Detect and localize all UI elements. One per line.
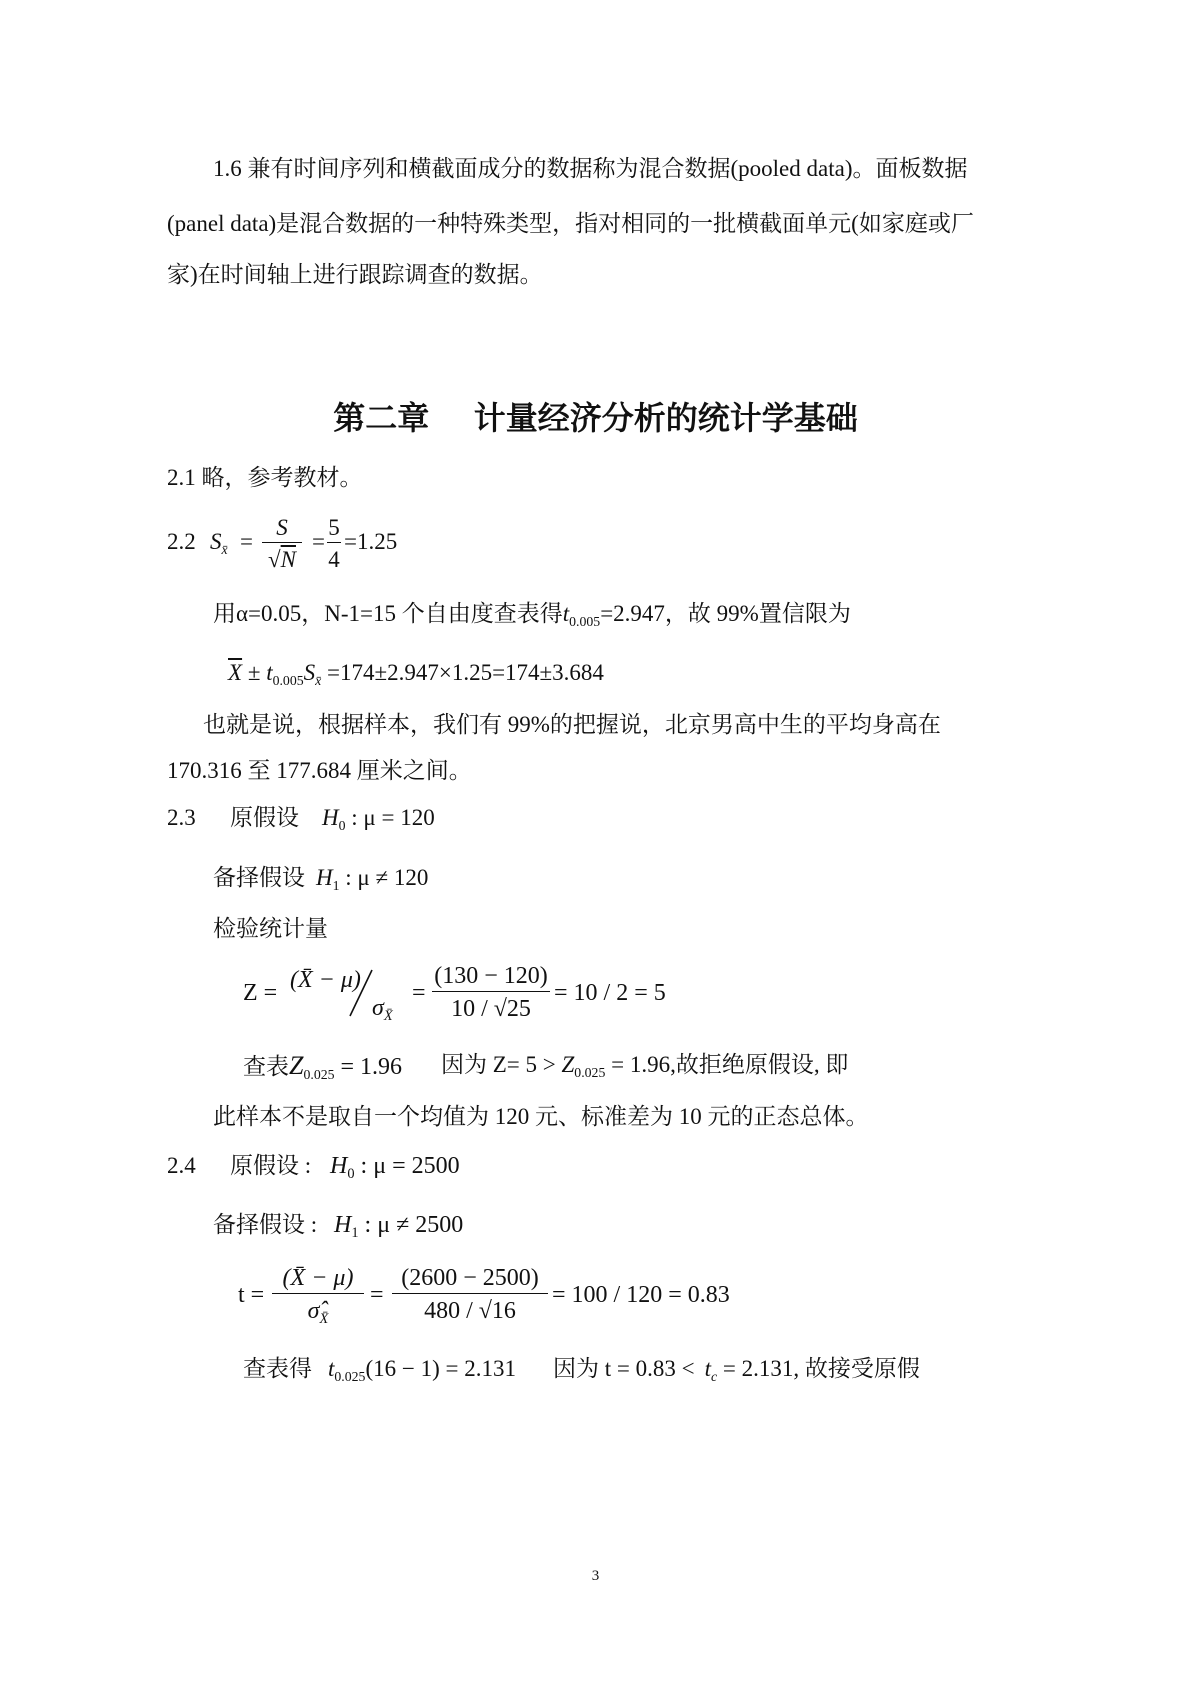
z-lhs: Z = xyxy=(243,980,278,1006)
equals-sign: = xyxy=(240,529,253,554)
null-hypothesis-label: 原假设 xyxy=(230,805,299,830)
fraction-t-value xyxy=(392,1264,548,1324)
sqrt-icon: √ xyxy=(268,547,281,572)
t-equals: = xyxy=(370,1282,384,1308)
alternative-hypothesis-label: 备择假设 xyxy=(213,865,305,890)
section-2-1-text: 2.1 略，参考教材。 xyxy=(167,465,363,490)
z-numerator-1: (X̄ − μ) xyxy=(290,967,361,993)
section-2-2-paragraph-line-1: 也就是说，根据样本，我们有 99%的把握说，北京男高中生的平均身高在 xyxy=(203,712,941,737)
fraction-numerator: S xyxy=(276,515,288,540)
t-decision-line: 因为 $t = 0.83 < t_c = 2.131$, 故接受原假 xyxy=(553,1356,920,1384)
section-2-3-label: 2.3 xyxy=(167,805,196,830)
result-value: =1.25 xyxy=(344,529,398,554)
fraction-denominator: $\sigmâ_{X̄}$ xyxy=(307,1298,329,1328)
fraction-5-over-4 xyxy=(327,514,341,570)
alternative-hypothesis-label-2: 备择假设 : xyxy=(213,1212,318,1237)
null-hypothesis-label-2: 原假设 : xyxy=(230,1153,312,1178)
alternative-hypothesis-formula-2: $H_1$ : μ ≠ 2500 xyxy=(334,1212,464,1242)
test-statistic-label: 检验统计量 xyxy=(213,916,328,941)
fraction-numerator: 5 xyxy=(328,515,340,540)
fraction-bar xyxy=(327,542,341,543)
t-lookup-line: 查表得 $t_{0.025}(16 - 1) = 2.131$ xyxy=(243,1356,516,1384)
standard-error-symbol: $S_{x̄}$ xyxy=(210,529,228,557)
fraction-bar xyxy=(262,542,302,543)
fraction-denominator: 10 / √25 xyxy=(451,996,531,1022)
paragraph-1-6-line-2: (panel data)是混合数据的一种特殊类型，指对相同的一批横截面单元(如家庭或厂 xyxy=(167,211,974,236)
z-result: = 10 / 2 = 5 xyxy=(554,980,666,1006)
fraction-s-over-sqrt-n xyxy=(262,514,302,570)
paragraph-1-6-line-3: 家)在时间轴上进行跟踪调查的数据。 xyxy=(167,262,543,287)
page-number: 3 xyxy=(591,1568,600,1584)
z-decision-line: 因为 $Z= 5 > Z_{0.025} = 1.96$,故拒绝原假设, 即 xyxy=(441,1052,849,1080)
fraction-bar xyxy=(392,1293,548,1294)
alternative-hypothesis-formula: $H_1$ : μ ≠ 120 xyxy=(316,865,429,893)
section-2-2-label: 2.2 xyxy=(167,529,196,554)
equals-sign-2: = xyxy=(312,529,325,554)
null-hypothesis-formula-2: $H_0$ : μ = 2500 xyxy=(330,1153,460,1183)
fraction-numerator: (2600 − 2500) xyxy=(401,1265,539,1291)
slash-divider xyxy=(348,968,374,1018)
section-2-2-confidence-line: $\overline{X} \pm t_{0.005}S_{x̄} =174\pm 2.947\times 1.25=174\pm 3.684$ xyxy=(228,660,604,688)
paragraph-1-6-line-1: 1.6 兼有时间序列和横截面成分的数据称为混合数据(pooled data)。面板数据 xyxy=(213,156,968,181)
null-hypothesis-formula: $H_0$ : μ = 120 xyxy=(322,805,435,833)
section-2-2-df-line: 用α=0.05，N-1=15 个自由度查表得$t_{0.005}=2.947$，故 99%置信限为 xyxy=(213,601,851,629)
fraction-denominator: 4 xyxy=(328,547,340,572)
fraction-denominator: √N xyxy=(268,547,296,572)
fraction-z-value xyxy=(432,962,550,1022)
z-denominator-1: $\sigma_{X̄}$ xyxy=(372,995,393,1025)
fraction-numerator: (X̄ − μ) xyxy=(282,1265,354,1291)
section-2-2-paragraph-line-2: 170.316 至 177.684 厘米之间。 xyxy=(167,758,472,783)
fraction-t-formula xyxy=(272,1264,364,1328)
section-2-4-label: 2.4 xyxy=(167,1153,196,1178)
fraction-denominator: 480 / √16 xyxy=(424,1298,516,1324)
fraction-bar xyxy=(272,1293,364,1294)
chapter-title: 第二章 计量经济分析的统计学基础 xyxy=(333,399,858,437)
fraction-bar xyxy=(432,991,550,992)
z-lookup-line: 查表$Z_{0.025} = 1.96$ xyxy=(243,1051,403,1082)
z-equals: = xyxy=(412,980,426,1006)
fraction-numerator: (130 − 120) xyxy=(434,963,548,989)
t-lhs: t = xyxy=(238,1282,265,1308)
t-result: = 100 / 120 = 0.83 xyxy=(552,1282,730,1308)
section-2-3-conclusion: 此样本不是取自一个均值为 120 元、标准差为 10 元的正态总体。 xyxy=(213,1104,869,1129)
